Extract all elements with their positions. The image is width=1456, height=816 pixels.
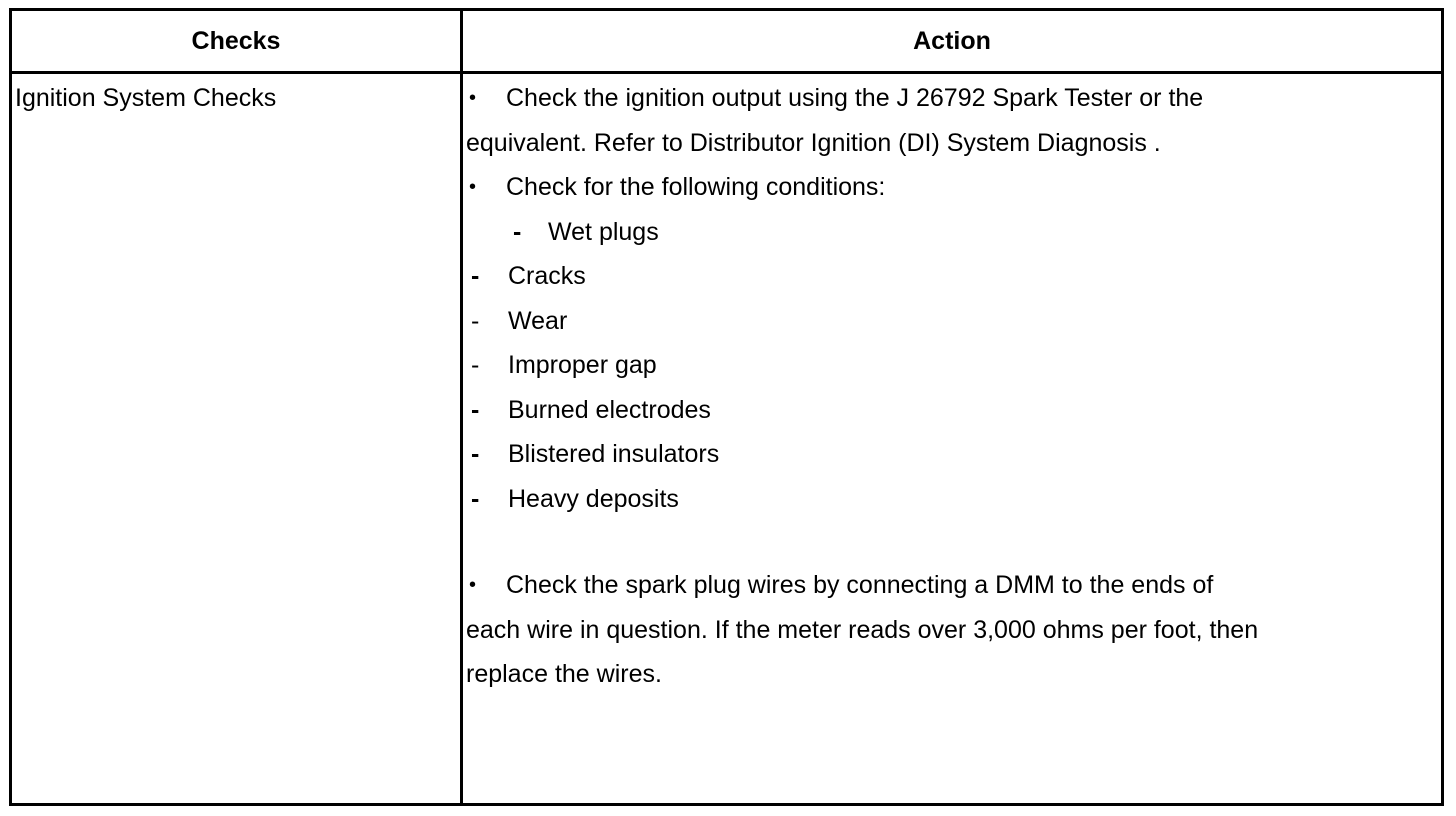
column-divider — [460, 11, 463, 803]
action-line — [466, 568, 1396, 613]
dash-marker: - — [471, 262, 480, 290]
condition-text: Cracks — [508, 262, 586, 290]
action-line — [466, 170, 1396, 215]
condition-item — [466, 215, 1396, 260]
bullet-marker: • — [469, 87, 477, 109]
action-cell — [466, 81, 1396, 702]
condition-item — [466, 482, 1396, 527]
checks-cell: Ignition System Checks — [15, 84, 277, 112]
header-divider — [12, 71, 1441, 74]
action-line — [466, 81, 1396, 126]
dash-marker: - — [471, 440, 480, 468]
dash-marker: - — [471, 351, 480, 379]
bullet-text-continued: equivalent. Refer to Distributor Ignition (DI) System Diagnosis . — [466, 128, 1161, 157]
bullet-marker: • — [469, 574, 477, 596]
action-line — [466, 613, 1396, 658]
condition-text: Wear — [508, 306, 568, 335]
dash-marker: - — [471, 484, 480, 513]
bullet-text-continued: each wire in question. If the meter reads over 3,000 ohms per foot, then — [466, 615, 1259, 644]
bullet-text-continued: replace the wires. — [466, 660, 662, 688]
bullet-text: Check for the following conditions: — [506, 173, 886, 201]
condition-text: Improper gap — [508, 351, 657, 379]
header-action: Action — [913, 26, 991, 55]
dash-marker: - — [471, 306, 480, 335]
condition-item — [466, 437, 1396, 482]
condition-item — [466, 259, 1396, 304]
dash-marker: - — [471, 395, 480, 424]
condition-item — [466, 348, 1396, 393]
condition-text: Burned electrodes — [508, 395, 711, 424]
condition-item — [466, 393, 1396, 438]
condition-text: Heavy deposits — [508, 484, 679, 513]
condition-text: Blistered insulators — [508, 440, 720, 468]
action-line — [466, 657, 1396, 702]
condition-text: Wet plugs — [548, 217, 659, 246]
dash-marker: - — [513, 217, 522, 246]
spacer — [466, 526, 1396, 568]
bullet-text: Check the ignition output using the J 26792 Spark Tester or the — [506, 84, 1204, 112]
bullet-text: Check the spark plug wires by connecting a DMM to the ends of — [506, 571, 1214, 599]
header-checks: Checks — [191, 26, 281, 55]
condition-item — [466, 304, 1396, 349]
action-line — [466, 126, 1396, 171]
bullet-marker: • — [469, 176, 477, 198]
